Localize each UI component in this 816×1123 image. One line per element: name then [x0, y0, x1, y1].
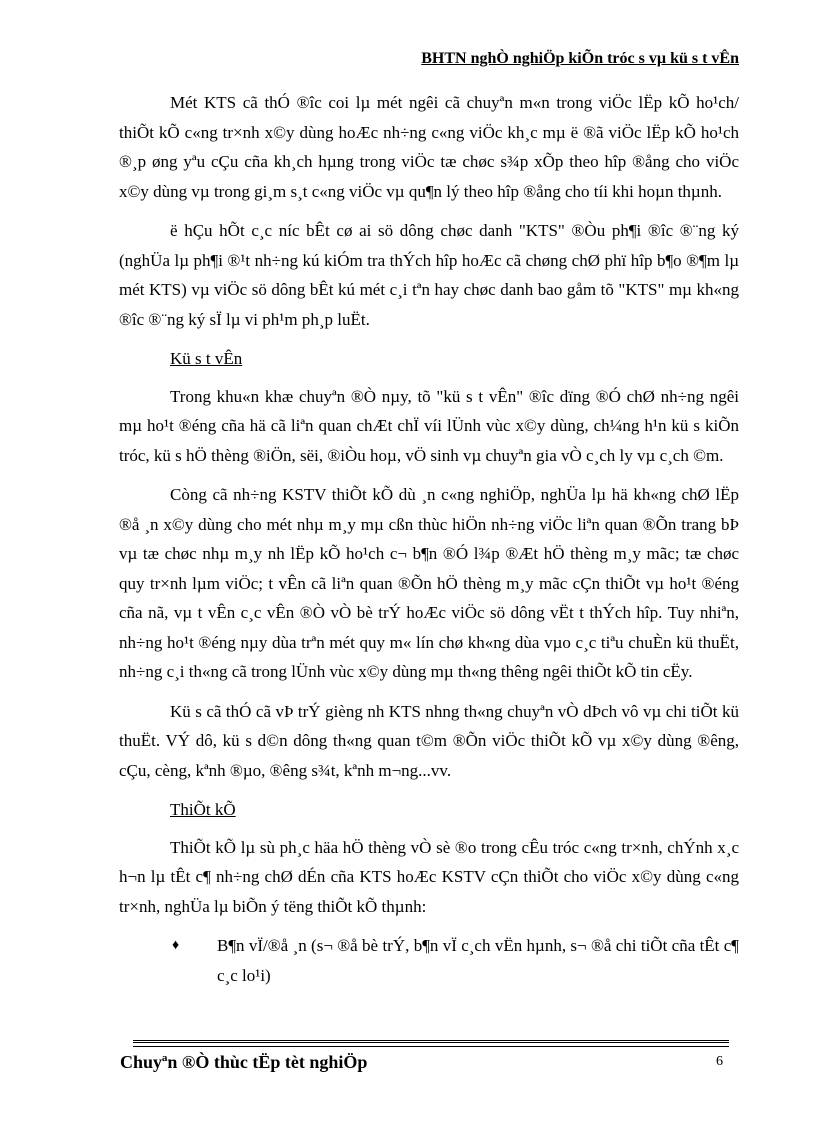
diamond-bullet-icon: ♦: [172, 938, 180, 953]
running-header: BHTN nghÒ nghiÖp kiÕn tróc s vµ kü s t vÊn: [421, 50, 739, 67]
paragraph: Trong khu«n khæ chuyªn ®Ò nµy, tõ "kü s t vÊn" ®îc dïng ®Ó chØ nh÷ng ngêi mµ ho¹t ®éng cña hä cã liªn quan chÆt chÏ víi lÜnh vùc x©y dùng, ch¼ng h¹n kü s kiÕn tróc, kü s hÖ thèng ®iÖn, sëi, ®iÒu hoµ, vÖ sinh vµ chuyªn gia vÒ c¸ch ly vµ c¸ch ©m.: [119, 386, 739, 465]
page-number: 6: [716, 1054, 723, 1069]
paragraph: Kü s cã thÓ cã vÞ trÝ gièng nh KTS nhng th«ng chuyªn vÒ dÞch vô vµ chi tiÕt kü thuËt. VÝ dô, kü s d©n dông th«ng quan t©m ®Õn viÖc thiÕt kÕ vµ x©y dùng ®êng, cÇu, cèng, kªnh ®µo, ®êng s¾t, kªnh m¬ng...vv.: [119, 701, 739, 780]
paragraph: ThiÕt kÕ lµ sù ph¸c häa hÖ thèng vÒ sè ®o trong cÊu tróc c«ng tr×nh, chÝnh x¸c h¬n lµ tÊt c¶ nh÷ng chØ dÉn cña KTS hoÆc KSTV cÇn thiÕt cho viÖc x©y dùng c«ng tr×nh, nghÜa lµ biÕn ý tëng thiÕt kÕ thµnh:: [119, 837, 739, 916]
paragraph: ë hÇu hÕt c¸c níc bÊt cø ai sö dông chøc danh "KTS" ®Òu ph¶i ®îc ®¨ng ký (nghÜa lµ ph¶i ®¹t nh÷ng kú kiÓm tra thÝch hîp hoÆc cã chøng chØ phï hîp b¶o ®¶m lµ mét KTS) vµ viÖc sö dông bÊt kú mét c¸i tªn hay chøc danh bao gåm tõ "KTS" mµ kh«ng ®îc ®¨ng ký sÏ lµ vi ph¹m ph¸p luËt.: [119, 221, 739, 329]
paragraph: Còng cã nh÷ng KSTV thiÕt kÕ dù ¸n c«ng nghiÖp, nghÜa lµ hä kh«ng chØ lËp ®å ¸n x©y dùng cho mét nhµ m¸y mµ cßn thùc hiÖn nh÷ng viÖc liªn quan ®Õn trang bÞ vµ tæ chøc nhµ m¸y nh lËp kÕ ho¹ch c¬ b¶n ®Ó l¾p ®Æt hÖ thèng m¸y mãc; tæ chøc quy tr×nh lµm viÖc; t vÊn cã liªn quan ®Õn hÖ thèng m¸y mãc cÇn thiÕt vµ ho¹t ®éng cña nã, vµ t vÊn c¸c vÊn ®Ò vÒ bè trÝ hoÆc viÖc sö dông vËt t thÝch hîp. Tuy nhiªn, nh÷ng ho¹t ®éng nµy dùa trªn mét quy m« lín chø kh«ng dùa vµo c¸c tiªu chuÈn kü thuËt, nh÷ng c¸i th«ng cã trong lÜnh vùc x©y dùng mµ th«ng thêng ngêi thiÕt kÕ tin cËy.: [119, 485, 739, 681]
bullet-text: B¶n vÏ/®å ¸n (s¬ ®å bè trÝ, b¶n vÏ c¸ch vËn hµnh, s¬ ®å chi tiÕt cña tÊt c¶ c¸c lo¹i): [217, 936, 739, 985]
section-heading: Kü s t vÊn: [170, 349, 243, 368]
bullet-item: [119, 931, 739, 990]
footer-divider: [133, 1040, 729, 1043]
document-body: [119, 88, 739, 990]
paragraph: Mét KTS cã thÓ ®îc coi lµ mét ngêi cã chuyªn m«n trong viÖc lËp kÕ ho¹ch/ thiÕt kÕ c«ng tr×nh x©y dùng hoÆc nh÷ng c«ng viÖc kh¸c mµ ë ®ã viÖc lËp kÕ ho¹ch ®¸p øng yªu cÇu cña kh¸ch hµng trong viÖc tæ chøc s¾p xÕp theo hîp ®ång cho viÖc x©y dùng vµ trong gi¸m s¸t c«ng viÖc vµ qu¶n lý theo hîp ®ång cho tíi khi hoµn thµnh.: [119, 93, 739, 201]
section-heading: ThiÕt kÕ: [170, 800, 236, 819]
footer-divider-thin: [133, 1046, 729, 1047]
footer-title: Chuyªn ®Ò thùc tËp tèt nghiÖp: [120, 1052, 368, 1072]
